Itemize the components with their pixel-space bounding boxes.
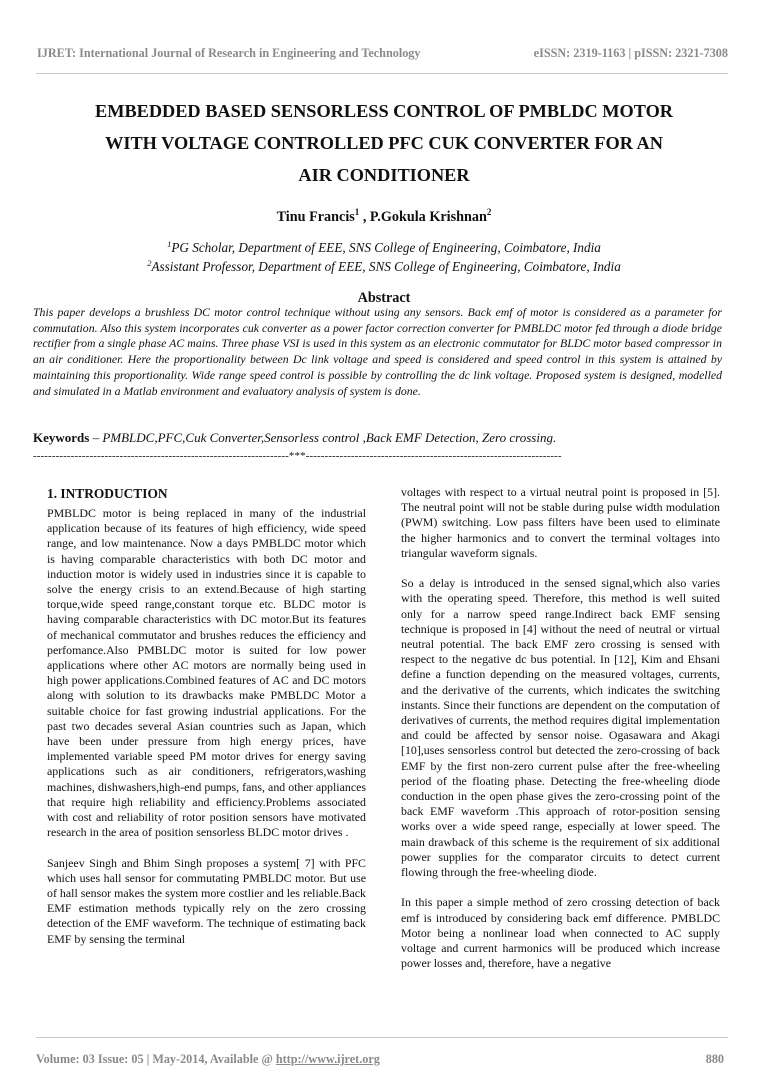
affiliation-2-sup: 2: [147, 258, 152, 268]
paragraph: voltages with respect to a virtual neutral point is proposed in [5]. The neutral point will not be stable during pulse width modulation (PWM) switching. Low pass filters have been used to eliminate the higher harmonics and to convert the terminal voltages into triangular waveform signals.: [401, 485, 720, 560]
keywords-label: Keywords: [33, 430, 90, 445]
paragraph: PMBLDC motor is being replaced in many of the industrial application because of its features of high efficiency, wide speed range, and low maintenance. Now a days PMBLDC motor which is having comparable characteristics with both DC motor and induction motor is widely used in industries since it is capable to solve the energy crisis to an extend.Because of high starting torque,wide speed range,constant torque etc. BLDC motor is having comparable characteristics with DC motor.But its features of mechanical commutator and brushes reduces the efficiency and perfomance.Also PMBLDC motor is suited for low power applications where other AC motors are normally being used in high power applications.Combined features of AC and DC motors along with solution to its drawbacks make PMBLDC Motor a suitable choice for fast growing industrial applications. For the past two decades several Asian countries such as Japan, which have been under pressure from high energy prices, have implemented variable speed PM motor drives for energy saving applications such as air conditioners, refrigerators,washing machines, dishwashers,high-end pumps, fans, and other appliances that require high reliability and efficiency.Problems associated with cost and reliability of rotor position sensors have motivated research in the area of position sensorless BLDC motor drives .: [47, 506, 366, 840]
keywords: [33, 430, 728, 446]
title-line-2: WITH VOLTAGE CONTROLLED PFC CUK CONVERTER FOR AN: [105, 133, 663, 153]
journal-name: IJRET: International Journal of Research in Engineering and Technology: [37, 46, 421, 60]
footer-divider: [36, 1037, 728, 1038]
left-column: [47, 486, 366, 962]
right-column: [401, 485, 720, 987]
paper-title: [40, 95, 728, 191]
affiliation-1-sup: 1: [167, 239, 172, 249]
abstract-text: This paper develops a brushless DC motor control technique without using any sensors. Back emf of motor is considered as a parameter for commutation. Also this system incorporates cuk converter as a power factor correction converter for PMBLDC motor fed through a diode bridge rectifier from a single phase AC mains. Three phase VSI is used in this system as an electronic commutator for BLDC motor based compressor in an air conditioner. Here the proportionality between Dc link voltage and speed is considered and speed control in this system is attained by maintaining this proportionality. Wide range speed control is possible by controlling the dc link voltage. Proposed system is designed, modelled and simulated in a Matlab environment and evaluatory analysis of system is done.: [33, 305, 722, 398]
author-1-sup: 1: [354, 207, 360, 217]
footer-volume-text: Volume: 03 Issue: 05 | May-2014, Available @: [36, 1052, 276, 1066]
affiliation-2: [0, 259, 768, 275]
page-number: 880: [705, 1052, 724, 1066]
author-1-name: Tinu Francis: [276, 209, 355, 225]
paragraph: In this paper a simple method of zero crossing detection of back emf is introduced by considering back emf difference. PMBLDC Motor being a nonlinear load when connected to AC supply voltage and current harmonics will be produced which increase power losses and, therefore, have a negative: [401, 895, 720, 971]
author-2-name: P.Gokula Krishnan: [369, 209, 487, 225]
abstract-heading: Abstract: [357, 290, 411, 306]
affiliation-1: [0, 240, 768, 256]
title-line-1: EMBEDDED BASED SENSORLESS CONTROL OF PMBLDC MOTOR: [95, 101, 673, 121]
paragraph: Sanjeev Singh and Bhim Singh proposes a system[ 7] with PFC which uses hall sensor for commutating PMBLDC motor. But use of hall sensor makes the system more costlier and les reliable.Back EMF estimation methods typically rely on the zero crossing detection of the EMF waveform. The technique of estimating back EMF by sensing the terminal: [47, 855, 366, 946]
author-separator: ,: [359, 209, 370, 225]
keywords-text: – PMBLDC,PFC,Cuk Converter,Sensorless control ,Back EMF Detection, Zero crossing.: [89, 430, 557, 445]
footer-volume: [36, 1052, 380, 1067]
running-footer: [36, 1052, 724, 1067]
journal-link[interactable]: http://www.ijret.org: [275, 1052, 380, 1066]
affiliation-2-text: Assistant Professor, Department of EEE, SNS College of Engineering, Coimbatore, India: [151, 259, 621, 274]
author-list: [0, 209, 768, 226]
affiliation-1-text: PG Scholar, Department of EEE, SNS College of Engineering, Coimbatore, India: [171, 240, 601, 255]
title-line-3: AIR CONDITIONER: [298, 165, 470, 185]
section-separator: --------------------------------------------------------------------***--------------------------------------------------------------------: [33, 450, 562, 462]
issn-info: eISSN: 2319-1163 | pISSN: 2321-7308: [533, 46, 728, 60]
author-2-sup: 2: [486, 207, 492, 217]
header-divider: [36, 73, 728, 74]
section-heading-introduction: 1. INTRODUCTION: [47, 486, 168, 501]
running-header: [37, 46, 728, 62]
paragraph: So a delay is introduced in the sensed signal,which also varies with the operating speed. Therefore, this method is well suited only for a narrow speed range.Indirect back EMF sensing technique is proposed in [4] without the need of neutral or virtual neutral potential. The back EMF zero crossing is sensed with respect to the negative dc bus potential. In [12], Kim and Ehsani define a function depending on the measured voltages, currents, and the derivative of the currents, which indicates the switching instants. Since their functions are dependent on the computation of derivatives of currents, the method requires digital implementation and could be affected by sensor noise. Ogasawara and Akagi [10],uses sensorless control but detected the zero-crossing of back EMF by the first non-zero current pulse after the free-wheeling period of the floating phase. Detecting the free-wheeling diode conduction in the open phase gives the zero-crossing point of the back EMF waveform .This approach of rotor-position sensing works over a wide speed range, especially at lower speed. The main drawback of this scheme is the requirement of six additional power supplies for the comparator circuits to detect current flowing through the free-wheeling diode.: [401, 576, 720, 880]
